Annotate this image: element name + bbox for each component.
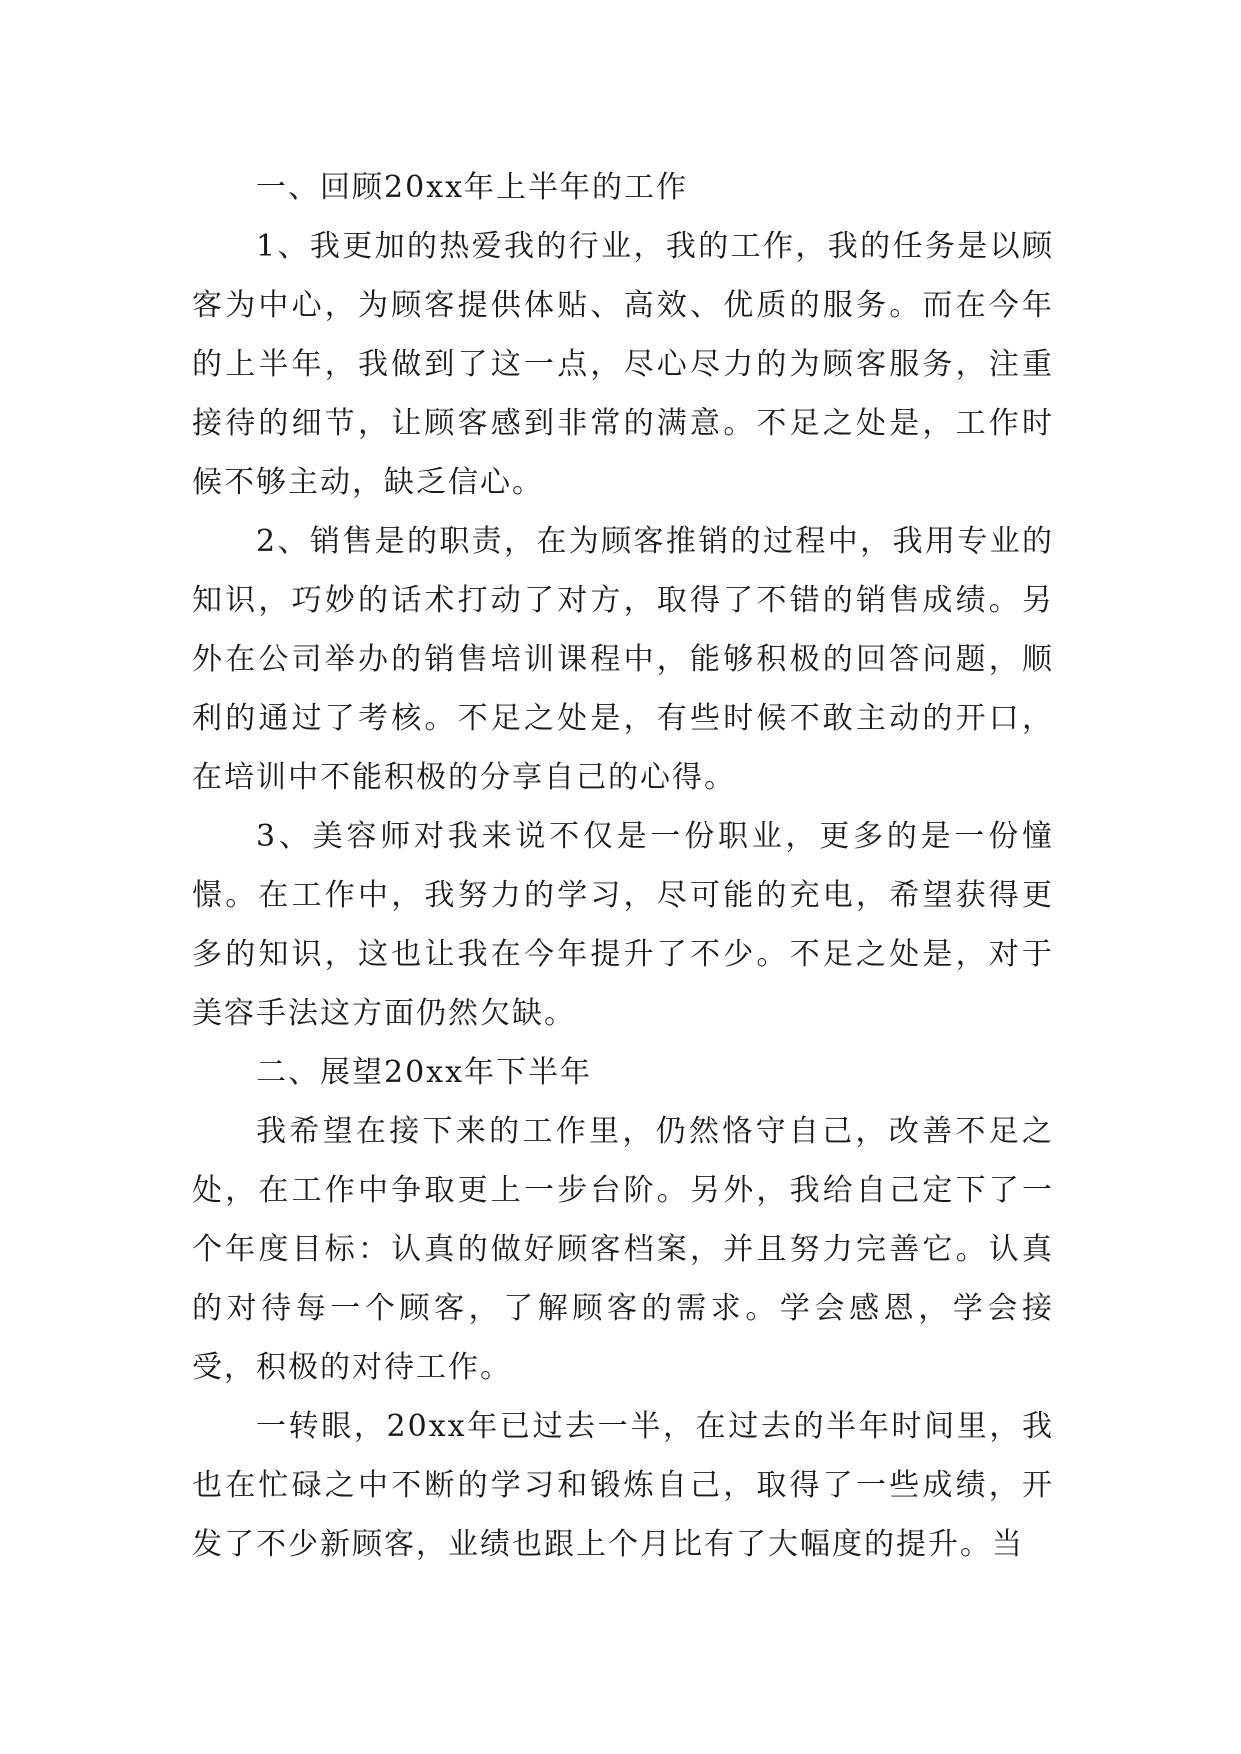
paragraph-summary: 一转眼，20xx年已过去一半，在过去的半年时间里，我也在忙碌之中不断的学习和锻炼自己，取得了一些成绩，开发了不少新顾客，业绩也跟上个月比有了大幅度的提升。当 [192,1409,1054,1562]
paragraph-2: 2、销售是的职责，在为顾客推销的过程中，我用专业的知识，巧妙的话术打动了对方，取得了不错的销售成绩。另外在公司举办的销售培训课程中，能够积极的回答问题，顺利的通过了考核。不足之处是，有些时候不敢主动的开口，在培训中不能积极的分享自己的心得。 [192,524,1054,795]
paragraph-3: 3、美容师对我来说不仅是一份职业，更多的是一份憧憬。在工作中，我努力的学习，尽可能的充电，希望获得更多的知识，这也让我在今年提升了不少。不足之处是，对于美容手法这方面仍然欠缺。 [192,819,1054,1031]
document-body [192,158,1054,1574]
section-heading-review: 一、回顾20xx年上半年的工作 [256,170,689,205]
section-heading-outlook: 二、展望20xx年下半年 [256,1055,593,1090]
paragraph-1: 1、我更加的热爱我的行业，我的工作，我的任务是以顾客为中心，为顾客提供体贴、高效、优质的服务。而在今年的上半年，我做到了这一点，尽心尽力的为顾客服务，注重接待的细节，让顾客感到非常的满意。不足之处是，工作时候不够主动，缺乏信心。 [192,229,1054,500]
paragraph-outlook: 我希望在接下来的工作里，仍然恪守自己，改善不足之处，在工作中争取更上一步台阶。另外，我给自己定下了一个年度目标：认真的做好顾客档案，并且努力完善它。认真的对待每一个顾客，了解顾客的需求。学会感恩，学会接受，积极的对待工作。 [192,1114,1054,1385]
